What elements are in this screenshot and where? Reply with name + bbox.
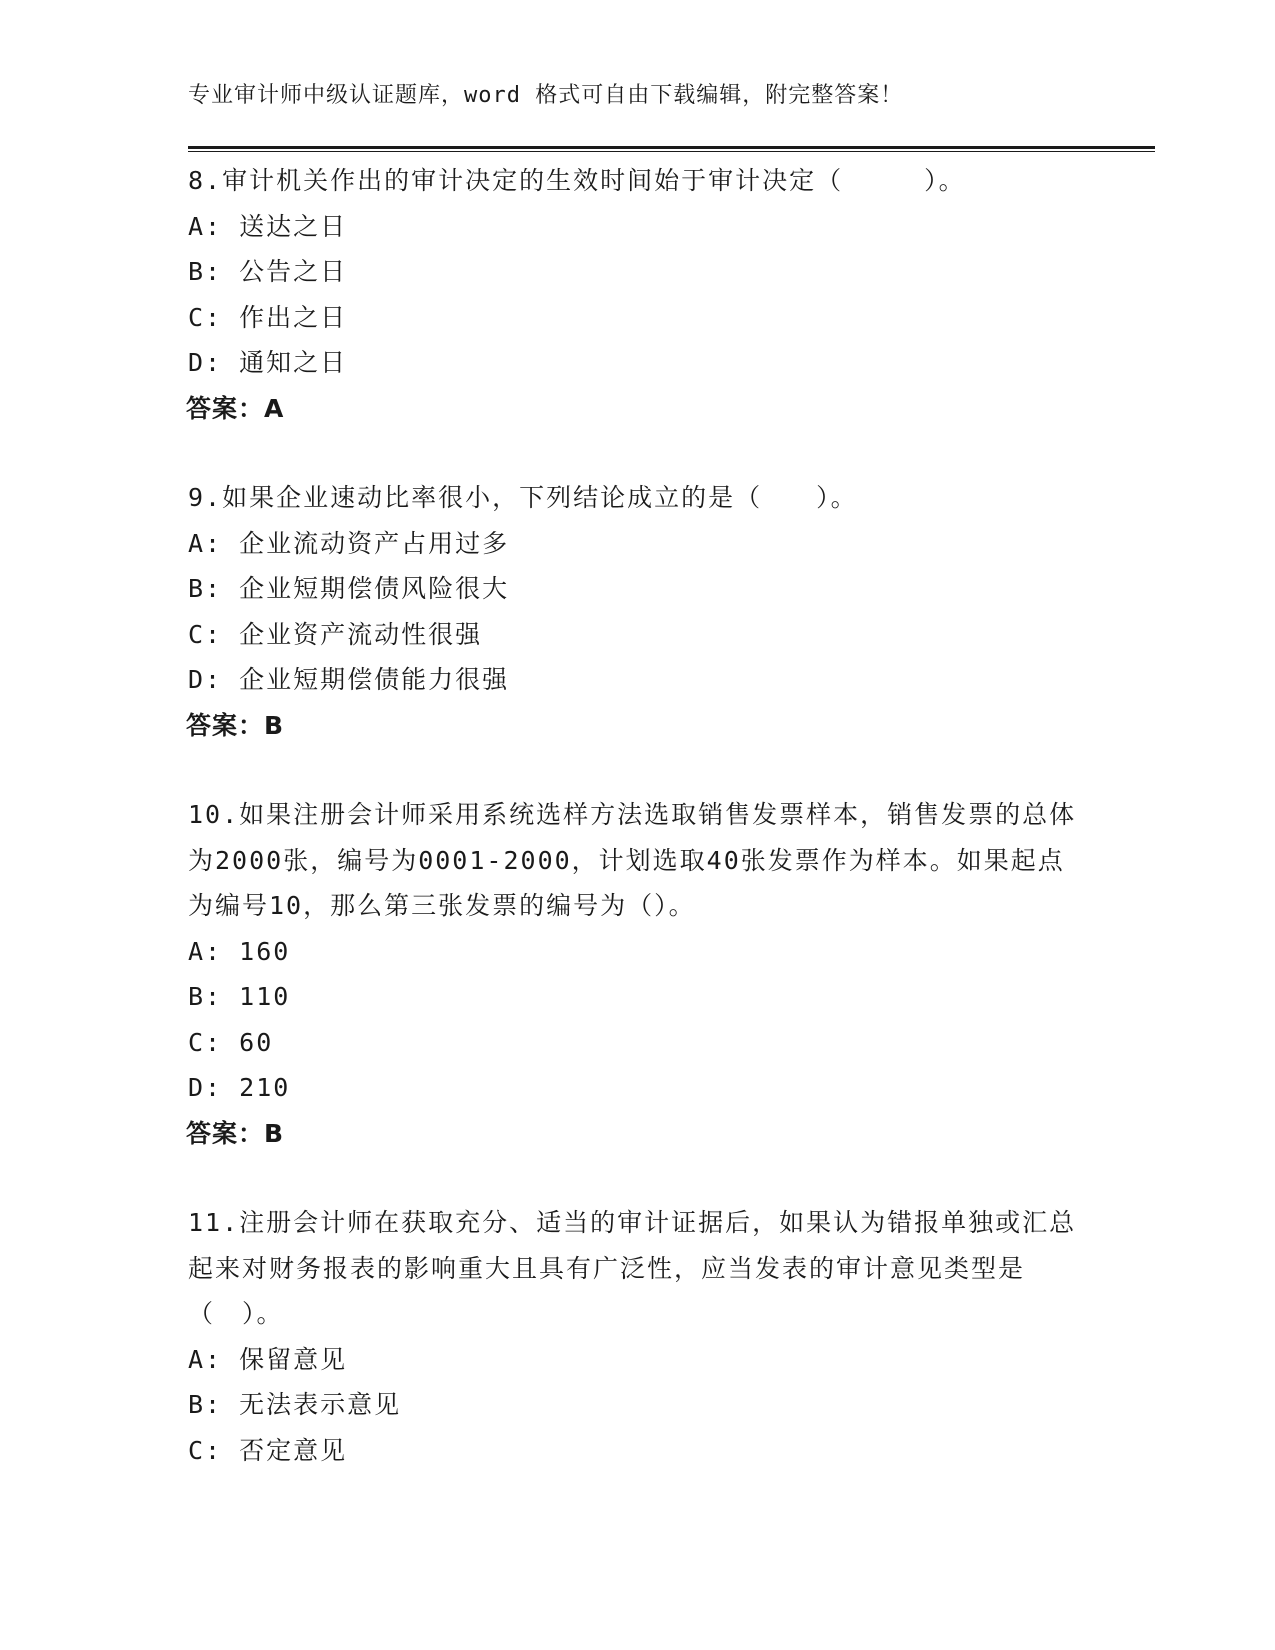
option-b: B: 公告之日 (188, 257, 348, 286)
answer-line: 答案：B (186, 710, 285, 740)
question-spacer (188, 431, 1088, 475)
option-a: A: 企业流动资产占用过多 (188, 528, 510, 558)
answer-line: 答案：B (186, 1118, 285, 1148)
option-b: B: 企业短期偿债风险很大 (188, 574, 510, 603)
question-stem: 9.如果企业速动比率很小，下列结论成立的是（ ）。 (188, 483, 858, 512)
header-divider-thick (188, 146, 1155, 149)
option-d: D: 210 (188, 1073, 291, 1102)
option-a: A: 保留意见 (188, 1344, 348, 1374)
option-c: C: 企业资产流动性很强 (188, 619, 483, 649)
option-d: D: 通知之日 (188, 348, 348, 377)
question-11 (188, 1200, 1088, 1473)
header-divider-thin (188, 151, 1155, 152)
option-a: A: 送达之日 (188, 211, 348, 241)
option-a: A: 160 (188, 936, 291, 966)
option-c: C: 否定意见 (188, 1435, 348, 1465)
question-9 (188, 475, 1088, 748)
question-list (188, 158, 1088, 1473)
question-10 (188, 792, 1088, 1156)
question-stem: 10.如果注册会计师采用系统选样方法选取销售发票样本，销售发票的总体为2000张，编号为0001-2000，计划选取40张发票作为样本。如果起点为编号10，那么第三张发票的编号为（）。 (188, 800, 1077, 920)
option-d: D: 企业短期偿债能力很强 (188, 665, 510, 694)
option-c: C: 作出之日 (188, 302, 348, 332)
option-b: B: 110 (188, 982, 291, 1011)
option-b: B: 无法表示意见 (188, 1390, 402, 1419)
question-stem: 11.注册会计师在获取充分、适当的审计证据后，如果认为错报单独或汇总起来对财务报表的影响重大且具有广泛性，应当发表的审计意见类型是（ ）。 (188, 1208, 1077, 1328)
question-spacer (188, 748, 1088, 792)
question-8 (188, 158, 1088, 431)
page-header: 专业审计师中级认证题库，word 格式可自由下载编辑，附完整答案！ (188, 83, 904, 108)
question-spacer (188, 1156, 1088, 1200)
header-divider (188, 146, 1155, 152)
option-c: C: 60 (188, 1027, 274, 1057)
question-stem: 8.审计机关作出的审计决定的生效时间始于审计决定（ ）。 (188, 166, 966, 195)
answer-line: 答案：A (186, 393, 285, 423)
